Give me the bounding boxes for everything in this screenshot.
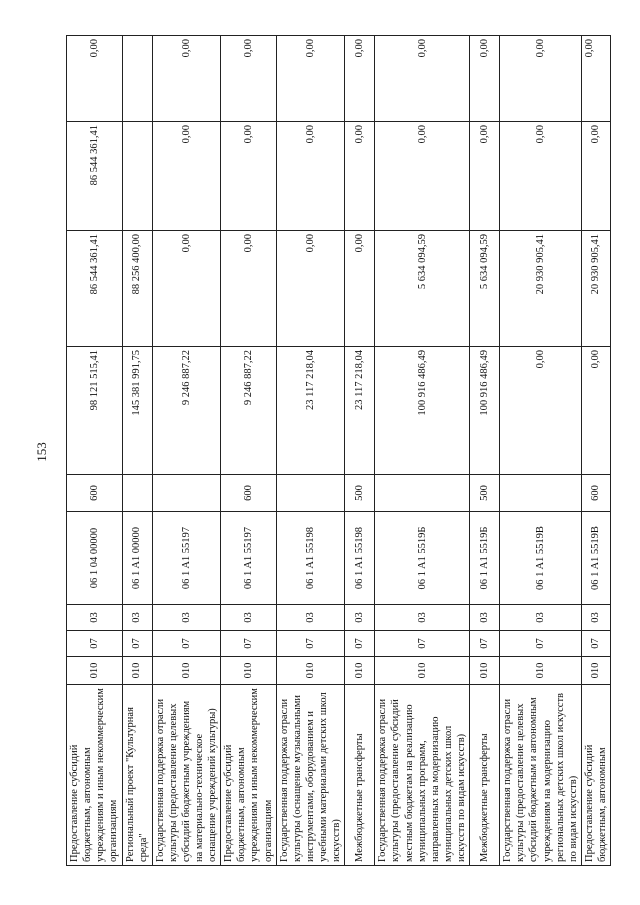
- row-name: Межбюджетные трансферты: [345, 685, 375, 866]
- section-code: 07: [581, 631, 610, 657]
- ministry-code: 010: [470, 657, 500, 685]
- target-item-code: 06 1 A1 5519Б: [375, 512, 470, 605]
- row-name: Государственная поддержка отрасли культуры (предоставление субсидий местным бюджетам на реализацию муниципальных программ, направленных на модернизацию муниципальных детских школ искусств по видам искусств): [375, 685, 470, 866]
- amount-4: 0,00: [345, 36, 375, 122]
- expense-type-code: [500, 475, 582, 512]
- amount-1: 23 117 218,04: [276, 347, 345, 475]
- target-item-code: 06 1 A1 55197: [221, 512, 277, 605]
- amount-2: 0,00: [345, 231, 375, 347]
- subsection-code: 03: [345, 605, 375, 631]
- amount-1: 0,00: [581, 347, 610, 475]
- amount-4: [122, 36, 152, 122]
- section-code: 07: [500, 631, 582, 657]
- amount-4: 0,00: [581, 36, 610, 122]
- target-item-code: 06 1 A1 00000: [122, 512, 152, 605]
- section-code: 07: [152, 631, 221, 657]
- expense-type-code: 600: [67, 475, 123, 512]
- amount-2: 0,00: [152, 231, 221, 347]
- target-item-code: 06 1 04 00000: [67, 512, 123, 605]
- target-item-code: 06 1 A1 5519В: [500, 512, 582, 605]
- section-code: 07: [470, 631, 500, 657]
- target-item-code: 06 1 A1 55197: [152, 512, 221, 605]
- section-code: 07: [122, 631, 152, 657]
- ministry-code: 010: [581, 657, 610, 685]
- amount-2: 0,00: [221, 231, 277, 347]
- expense-type-code: 500: [345, 475, 375, 512]
- table-row: [345, 36, 375, 866]
- row-name: Предоставление субсидий бюджетным, автономным учреждениям и иным некоммерческим организациям: [221, 685, 277, 866]
- amount-3: 0,00: [152, 122, 221, 231]
- subsection-code: 03: [470, 605, 500, 631]
- expense-type-code: [375, 475, 470, 512]
- amount-1: 100 916 486,49: [470, 347, 500, 475]
- table-row: [276, 36, 345, 866]
- amount-3: 0,00: [500, 122, 582, 231]
- subsection-code: 03: [375, 605, 470, 631]
- amount-4: 0,00: [152, 36, 221, 122]
- ministry-code: 010: [152, 657, 221, 685]
- subsection-code: 03: [122, 605, 152, 631]
- row-name: Государственная поддержка отрасли культуры (предоставление целевых субсидий бюджетным учреждениям на материально-техническое оснащение учреждений культуры): [152, 685, 221, 866]
- section-code: 07: [276, 631, 345, 657]
- amount-2: 88 256 400,00: [122, 231, 152, 347]
- expense-type-code: 600: [581, 475, 610, 512]
- expense-type-code: 600: [221, 475, 277, 512]
- amount-4: 0,00: [67, 36, 123, 122]
- table-row: [581, 36, 610, 866]
- ministry-code: 010: [221, 657, 277, 685]
- amount-2: 86 544 361,41: [67, 231, 123, 347]
- amount-3: 0,00: [375, 122, 470, 231]
- amount-1: 145 381 991,75: [122, 347, 152, 475]
- ministry-code: 010: [375, 657, 470, 685]
- table-row: [470, 36, 500, 866]
- amount-2: 20 930 905,41: [500, 231, 582, 347]
- subsection-code: 03: [500, 605, 582, 631]
- amount-3: 86 544 361,41: [67, 122, 123, 231]
- section-code: 07: [221, 631, 277, 657]
- amount-1: 0,00: [500, 347, 582, 475]
- budget-table: [66, 35, 611, 866]
- table-row: [375, 36, 470, 866]
- subsection-code: 03: [221, 605, 277, 631]
- amount-1: 9 246 887,22: [221, 347, 277, 475]
- amount-3: 0,00: [276, 122, 345, 231]
- amount-1: 100 916 486,49: [375, 347, 470, 475]
- subsection-code: 03: [581, 605, 610, 631]
- table-row: [122, 36, 152, 866]
- target-item-code: 06 1 A1 5519Б: [470, 512, 500, 605]
- rotated-table-container: [66, 36, 608, 866]
- expense-type-code: [152, 475, 221, 512]
- amount-4: 0,00: [276, 36, 345, 122]
- amount-4: 0,00: [221, 36, 277, 122]
- row-name: Предоставление субсидий бюджетным, автономным: [581, 685, 610, 866]
- ministry-code: 010: [122, 657, 152, 685]
- table-row: [152, 36, 221, 866]
- subsection-code: 03: [152, 605, 221, 631]
- section-code: 07: [375, 631, 470, 657]
- ministry-code: 010: [345, 657, 375, 685]
- amount-2: 5 634 094,59: [470, 231, 500, 347]
- row-name: Региональный проект "Культурная среда": [122, 685, 152, 866]
- target-item-code: 06 1 A1 55198: [276, 512, 345, 605]
- amount-2: 5 634 094,59: [375, 231, 470, 347]
- amount-3: 0,00: [470, 122, 500, 231]
- amount-1: 23 117 218,04: [345, 347, 375, 475]
- amount-3: 0,00: [345, 122, 375, 231]
- amount-2: 0,00: [276, 231, 345, 347]
- expense-type-code: 500: [470, 475, 500, 512]
- amount-1: 98 121 515,41: [67, 347, 123, 475]
- amount-4: 0,00: [470, 36, 500, 122]
- subsection-code: 03: [276, 605, 345, 631]
- amount-3: [122, 122, 152, 231]
- row-name: Предоставление субсидий бюджетным, автономным учреждениям и иным некоммерческим организациям: [67, 685, 123, 866]
- amount-4: 0,00: [500, 36, 582, 122]
- amount-2: 20 930 905,41: [581, 231, 610, 347]
- table-row: [221, 36, 277, 866]
- section-code: 07: [67, 631, 123, 657]
- target-item-code: 06 1 A1 5519В: [581, 512, 610, 605]
- table-row: [67, 36, 123, 866]
- ministry-code: 010: [500, 657, 582, 685]
- amount-1: 9 246 887,22: [152, 347, 221, 475]
- row-name: Государственная поддержка отрасли культуры (оснащение музыкальными инструментами, оборудованием и учебными материалами детских школ искусств): [276, 685, 345, 866]
- row-name: Государственная поддержка отрасли культуры (предоставление целевых субсидий бюджетным и автономным учреждениям на модернизацию региональных детских школ искусств по видам искусств): [500, 685, 582, 866]
- target-item-code: 06 1 A1 55198: [345, 512, 375, 605]
- expense-type-code: [276, 475, 345, 512]
- section-code: 07: [345, 631, 375, 657]
- table-row: [500, 36, 582, 866]
- page-number: 153: [34, 442, 49, 462]
- expense-type-code: [122, 475, 152, 512]
- amount-4: 0,00: [375, 36, 470, 122]
- amount-3: 0,00: [221, 122, 277, 231]
- amount-3: 0,00: [581, 122, 610, 231]
- ministry-code: 010: [67, 657, 123, 685]
- ministry-code: 010: [276, 657, 345, 685]
- subsection-code: 03: [67, 605, 123, 631]
- row-name: Межбюджетные трансферты: [470, 685, 500, 866]
